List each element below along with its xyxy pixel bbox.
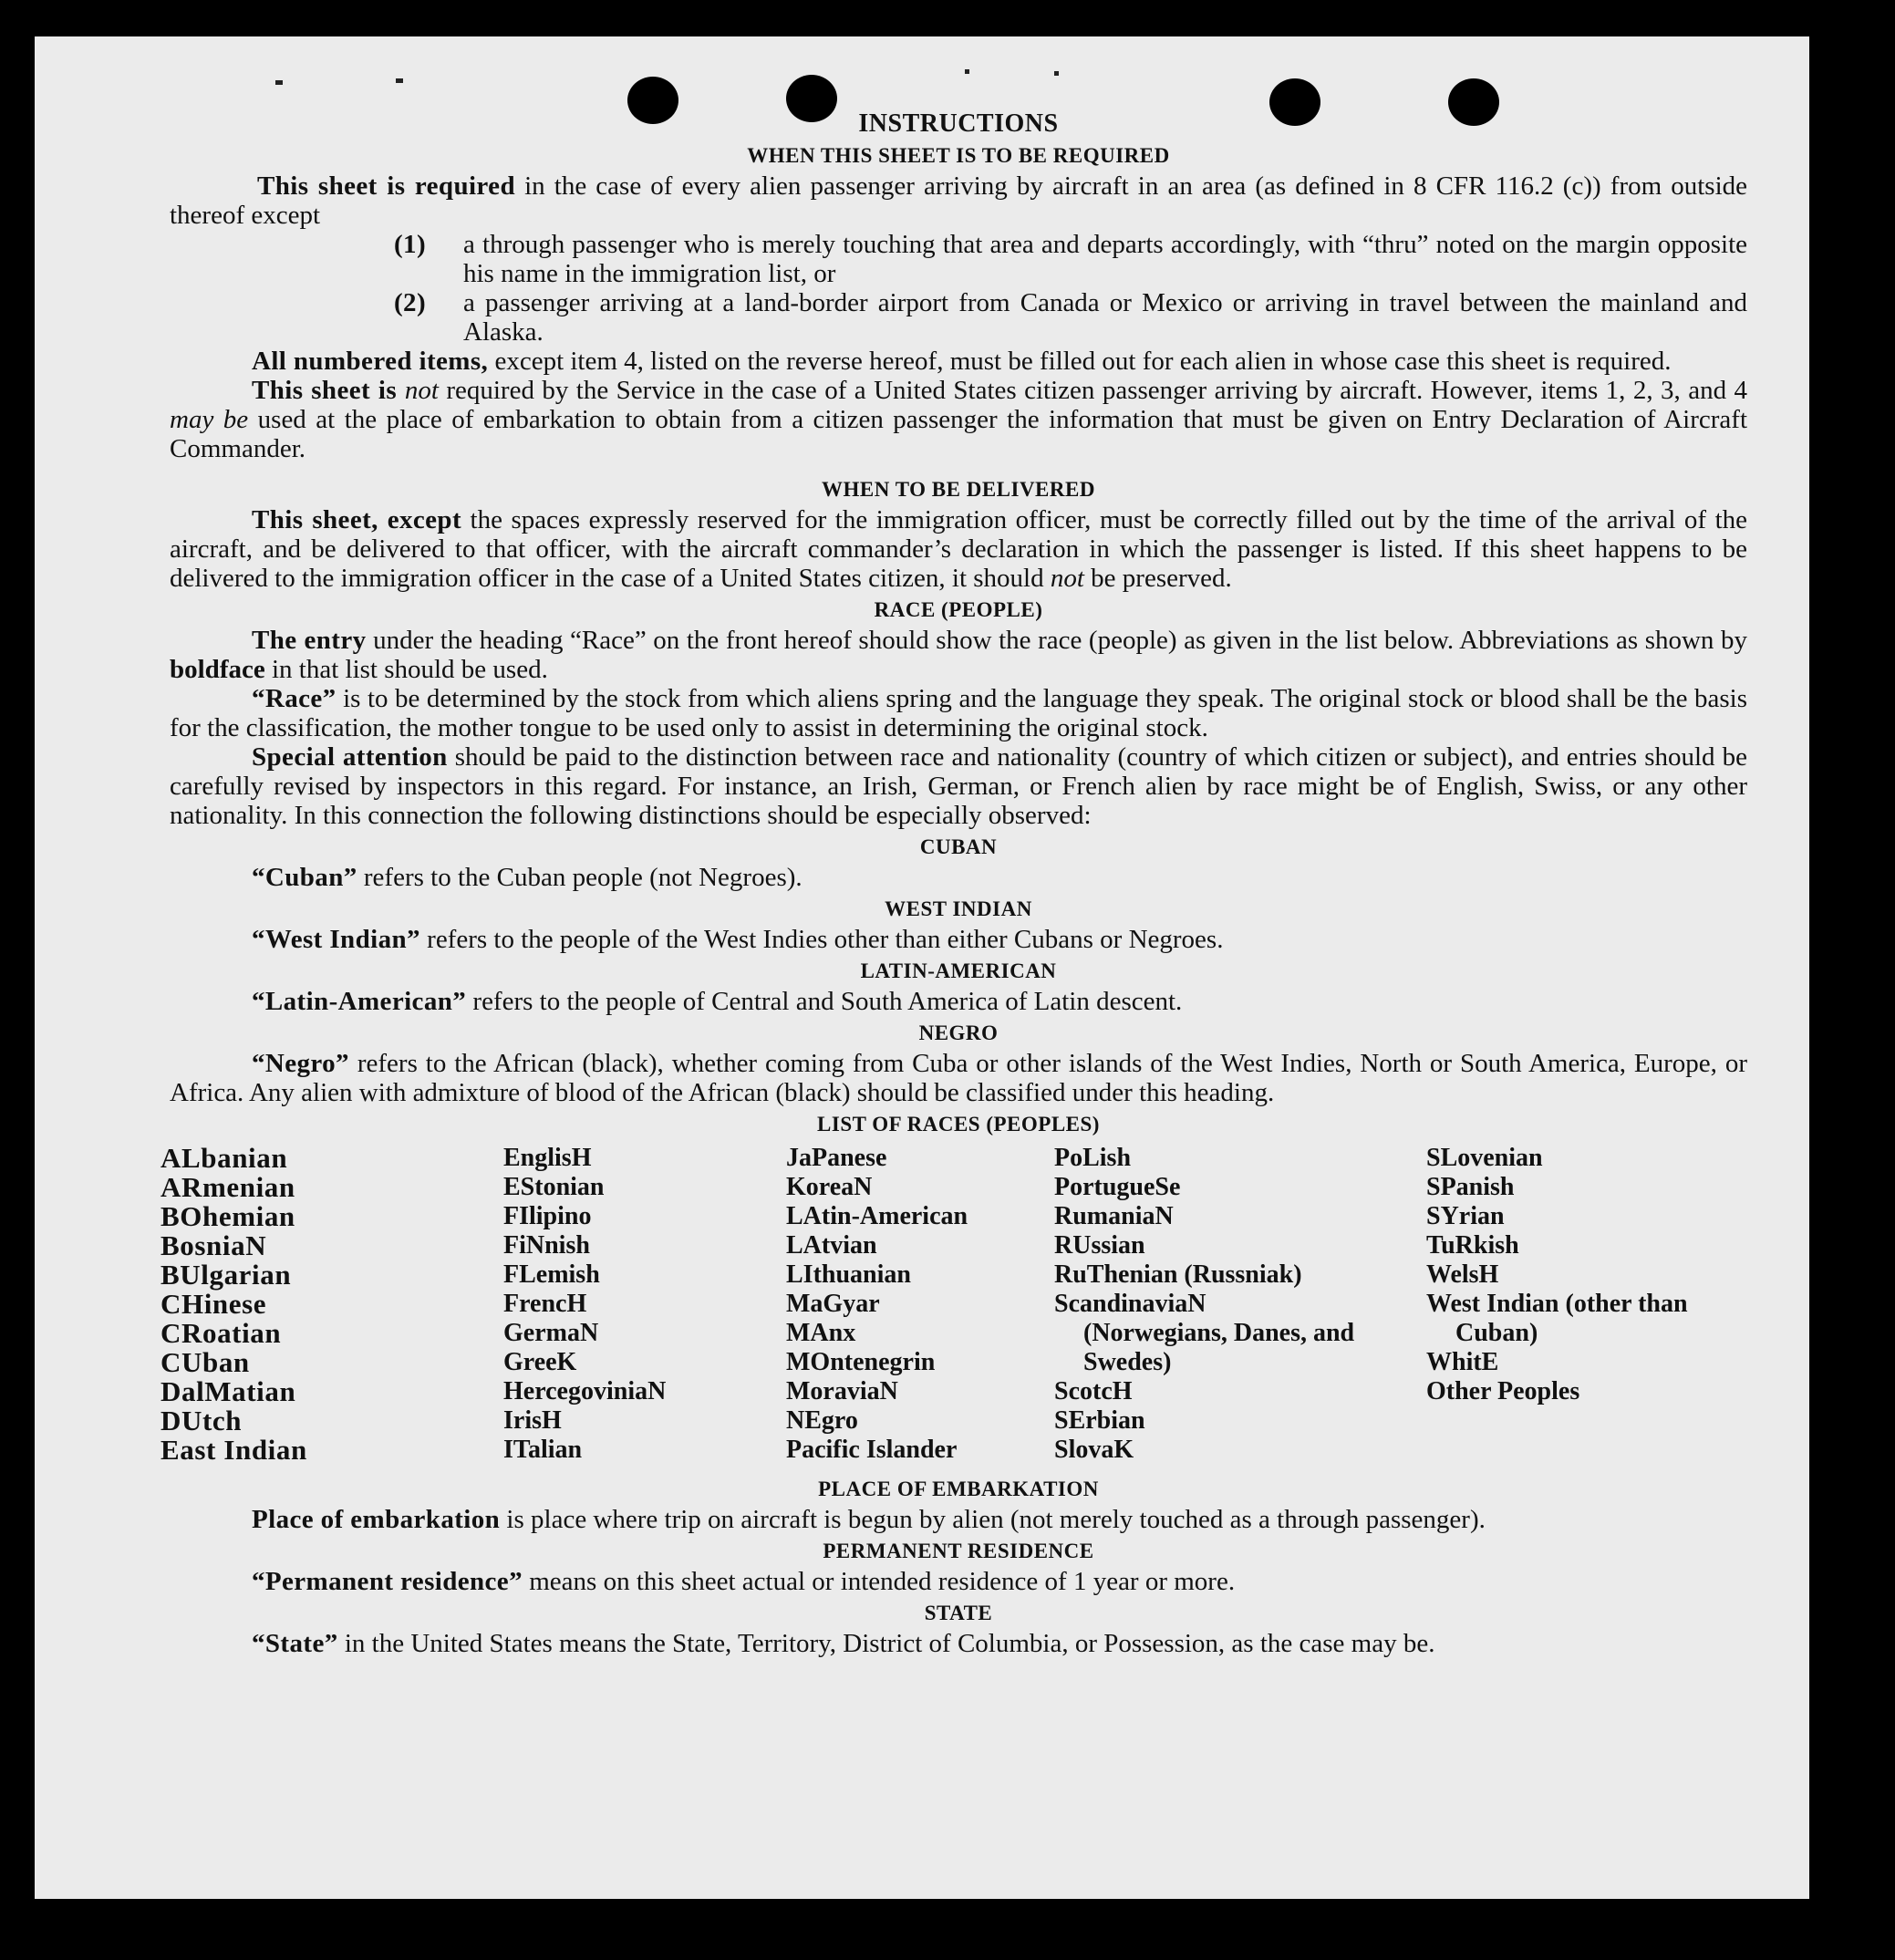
paragraph-west-indian [170,925,1747,954]
race-item: GermaN [503,1319,599,1347]
heading-negro: NEGRO [918,1021,999,1044]
paragraph-place-of-embarkation [170,1505,1747,1534]
heading-when-required: WHEN THIS SHEET IS TO BE REQUIRED [747,144,1170,167]
speck [965,69,969,74]
race-item: BUlgarian [161,1259,292,1291]
race-item: MaGyar [786,1290,880,1318]
races-column-2 [503,1144,777,1465]
paragraph-special-attention [170,742,1747,830]
race-item: LAtin-American [786,1202,968,1230]
race-item: ScandinaviaN (Norwegians, Danes, and Swedes) [1054,1290,1355,1376]
race-item: Pacific Islander [786,1436,958,1464]
item-number: (2) [394,288,427,317]
lead-text: Special attention [252,742,448,772]
race-item: GreeK [503,1348,577,1376]
race-item: BosniaN [161,1229,267,1261]
heading-cuban: CUBAN [919,835,998,858]
instructions-content [161,100,1748,1658]
race-item: DalMatian [161,1375,296,1407]
lead-text: This sheet, except [252,505,462,534]
heading-list-of-races: LIST OF RACES (PEOPLES) [817,1113,1100,1136]
races-column-5 [1426,1144,1691,1406]
paragraph-negro [170,1049,1747,1107]
race-item: ARmenian [161,1171,295,1203]
paragraph-delivered [170,505,1747,593]
race-item: WelsH [1426,1260,1499,1289]
lead-text: “State” [252,1629,338,1658]
race-item: FiNnish [503,1231,590,1260]
speck [1054,71,1059,76]
paragraph-numbered-items [170,347,1747,376]
race-item: RuThenian (Russniak) [1054,1260,1302,1289]
document-sheet [35,36,1809,1899]
race-item: SErbian [1054,1406,1145,1435]
body-text: used at the place of embarkation to obtain from a citizen passenger the information that must be given on Entry Declaration of Aircraft Commander. [170,405,1748,463]
body-text: is place where trip on aircraft is begun by alien (not merely touched as a through passenger). [500,1505,1486,1534]
race-item: HercegoviniaN [503,1377,667,1405]
race-item: MoraviaN [786,1377,898,1405]
speck [275,80,283,85]
heading-place-of-embarkation: PLACE OF EMBARKATION [818,1478,1099,1500]
paragraph-latin-american [170,987,1747,1016]
race-item: ALbanian [161,1142,288,1174]
italic-text: not [404,376,439,405]
lead-text: “Cuban” [252,863,357,892]
race-item: TuRkish [1426,1231,1519,1260]
body-text: means on this sheet actual or intended residence of 1 year or more. [522,1567,1236,1596]
race-item: ScotcH [1054,1377,1133,1405]
race-item: KoreaN [786,1173,873,1201]
races-list [161,1142,1747,1472]
body-text: the spaces expressly reserved for the immigration officer, must be correctly filled out by the time of the arrival of the aircraft, and be delivered to that officer, with the aircraft commander’s declaration in which the passenger is listed. If this sheet happens to be delivered to the immigration officer in the case of a United States citizen, it should [170,505,1747,593]
race-item: NEgro [786,1406,858,1435]
bold-text: boldface [170,655,265,684]
race-item: FIlipino [503,1202,592,1230]
race-item: DUtch [161,1405,243,1436]
body-text: refers to the Cuban people (not Negroes). [357,863,803,892]
races-column-3 [786,1144,1051,1465]
exception-item-2 [394,288,1747,347]
item-text: a passenger arriving at a land-border airport from Canada or Mexico or arriving in travel between the mainland and Alaska. [463,288,1747,347]
lead-text: “Latin-American” [252,987,467,1016]
paragraph-race-entry [170,626,1747,684]
body-text: under the heading “Race” on the front hereof should show the race (people) as given in the list below. Abbreviations as shown by [366,626,1747,655]
lead-text: This sheet is [252,376,405,405]
body-text: except item 4, listed on the reverse hereof, must be filled out for each alien in whose case this sheet is required. [488,347,1672,376]
race-item: West Indian (other than Cuban) [1426,1290,1688,1347]
item-number: (1) [394,230,427,259]
lead-text: This sheet is required [257,171,515,201]
italic-text: may be [170,405,249,434]
race-item: CRoatian [161,1317,282,1349]
lead-text: Place of embarkation [252,1505,501,1534]
race-item: LIthuanian [786,1260,911,1289]
lead-text: “Race” [252,684,337,713]
race-item: EStonian [503,1173,605,1201]
paragraph-citizen [170,376,1747,463]
body-text: refers to the people of the West Indies other than either Cubans or Negroes. [419,925,1224,954]
heading-when-delivered: WHEN TO BE DELIVERED [822,478,1095,501]
body-text: required by the Service in the case of a United States citizen passenger arriving by aircraft. However, items 1, 2, 3, and 4 [438,376,1748,405]
race-item: LAtvian [786,1231,877,1260]
body-text: is to be determined by the stock from which aliens spring and the language they speak. The original stock or blood shall be the basis for the classification, the mother tongue to be used only to assist in determining the original stock. [170,684,1747,742]
paragraph-required [170,171,1747,230]
exception-item-1 [394,230,1747,288]
race-item: RUssian [1054,1231,1145,1260]
race-item: CUban [161,1346,250,1378]
body-text: in the United States means the State, Territory, District of Columbia, or Possession, as the case may be. [337,1629,1435,1658]
paragraph-state [170,1629,1747,1658]
race-item: PortugueSe [1054,1173,1181,1201]
heading-state: STATE [924,1602,993,1624]
body-text: in the case of every alien passenger arriving by aircraft in an area (as defined in 8 CFR 116.2 (c)) from outside thereof except [170,171,1747,230]
paragraph-permanent-residence [170,1567,1747,1596]
race-item: SPanish [1426,1173,1515,1201]
race-item: PoLish [1054,1144,1132,1172]
race-item: MAnx [786,1319,856,1347]
italic-text: not [1050,564,1084,593]
race-item: SLovenian [1426,1144,1543,1172]
race-item: SYrian [1426,1202,1505,1230]
heading-race: RACE (PEOPLE) [874,598,1043,621]
heading-west-indian: WEST INDIAN [885,897,1032,920]
race-item: East Indian [161,1434,307,1466]
body-text: refers to the African (black), whether coming from Cuba or other islands of the West Indies, North or South America, Europe, or Africa. Any alien with admixture of blood of the African (black) should be classified under this heading. [170,1049,1747,1107]
race-item: IrisH [503,1406,562,1435]
paragraph-cuban [170,863,1747,892]
lead-text: All numbered items, [252,347,489,376]
race-item: MOntenegrin [786,1348,936,1376]
speck [396,78,403,83]
race-item: CHinese [161,1288,267,1320]
body-text: in that list should be used. [264,655,548,684]
heading-latin-american: LATIN-AMERICAN [860,959,1057,982]
heading-permanent-residence: PERMANENT RESIDENCE [823,1540,1094,1562]
race-item: RumaniaN [1054,1202,1174,1230]
lead-text: The entry [252,626,367,655]
item-text: a through passenger who is merely touching that area and departs accordingly, with “thru” noted on the margin opposite his name in the immigration list, or [463,230,1747,288]
race-item: JaPanese [786,1144,887,1172]
body-text: should be paid to the distinction between race and nationality (country of which citizen or subject), and entries should be carefully revised by inspectors in this regard. For instance, an Irish, German, or French alien by race might be of English, Swiss, or any other nationality. In this connection the following distinctions should be especially observed: [170,742,1747,830]
race-item: EnglisH [503,1144,592,1172]
races-column-4 [1054,1144,1355,1465]
body-text: be preserved. [1083,564,1232,593]
race-item: SlovaK [1054,1436,1134,1464]
race-item: ITalian [503,1436,583,1464]
race-item: FLemish [503,1260,600,1289]
race-item: BOhemian [161,1200,295,1232]
body-text: refers to the people of Central and South America of Latin descent. [466,987,1183,1016]
race-item: Other Peoples [1426,1377,1580,1405]
race-item: FrencH [503,1290,587,1318]
race-item: WhitE [1426,1348,1499,1376]
lead-text: “Permanent residence” [252,1567,523,1596]
lead-text: “West Indian” [252,925,420,954]
paragraph-race-determined [170,684,1747,742]
page-title: INSTRUCTIONS [858,109,1059,138]
races-column-1 [161,1144,489,1465]
lead-text: “Negro” [252,1049,349,1078]
